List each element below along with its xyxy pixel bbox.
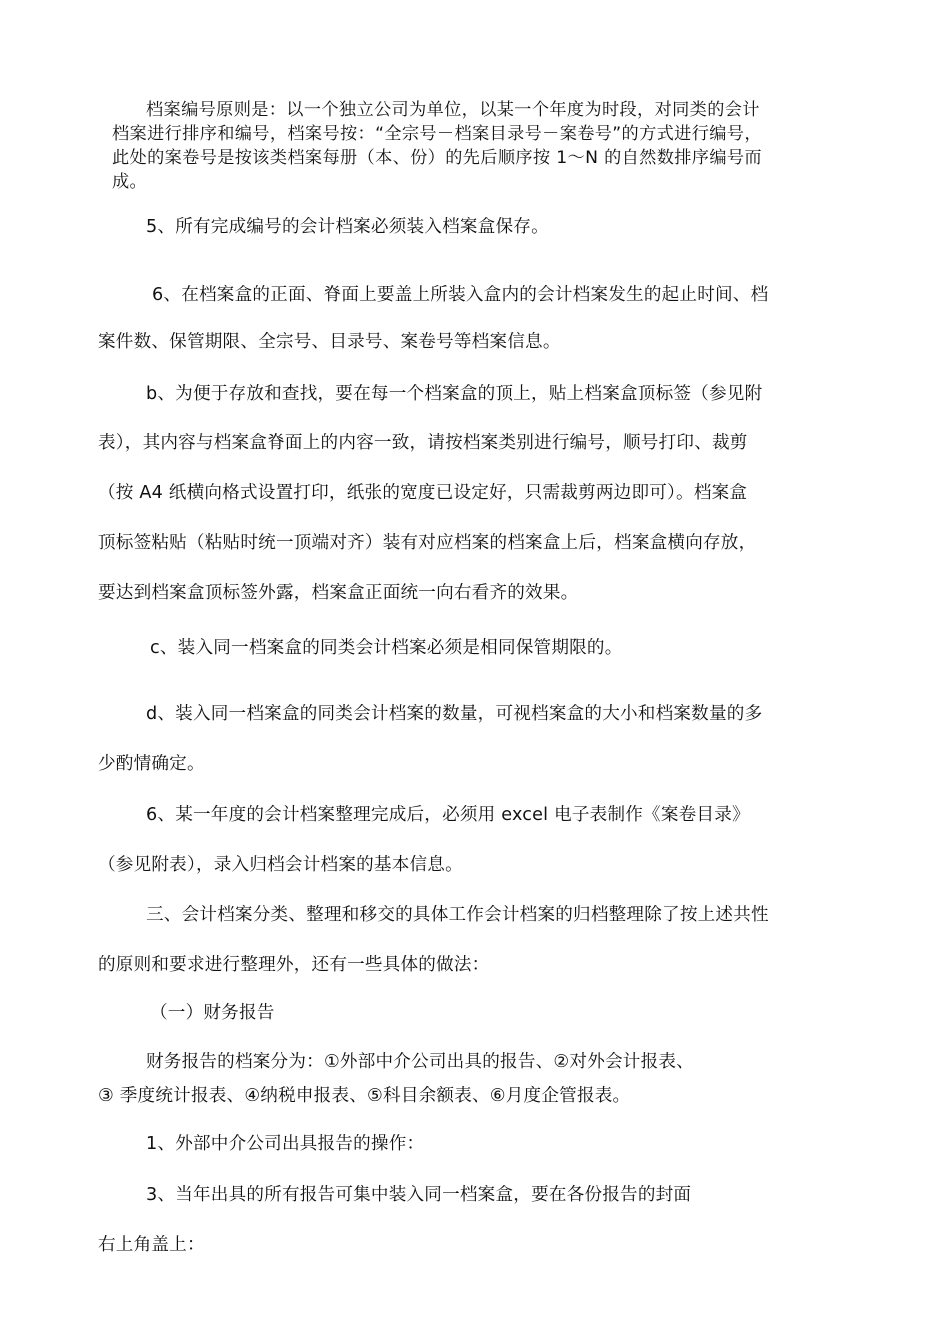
text-line: 表），其内容与档案盒脊面上的内容一致，请按档案类别进行编号，顺号打印、裁剪 xyxy=(98,433,748,453)
text-line: 顶标签粘贴（粘贴时统一顶端对齐）装有对应档案的档案盒上后，档案盒横向存放， xyxy=(98,533,757,553)
text-line: 的原则和要求进行整理外，还有一些具体的做法： xyxy=(98,955,490,975)
text-line: 案件数、保管期限、全宗号、目录号、案卷号等档案信息。 xyxy=(98,332,561,352)
text-line: b、为便于存放和查找，要在每一个档案盒的顶上，贴上档案盒顶标签（参见附 xyxy=(146,384,763,404)
text-line: 1、外部中介公司出具报告的操作： xyxy=(146,1134,425,1154)
text-line: 档案编号原则是：以一个独立公司为单位，以某一个年度为时段，对同类的会计 xyxy=(146,100,760,120)
text-line: 6、某一年度的会计档案整理完成后，必须用 excel 电子表制作《案卷目录》 xyxy=(146,805,750,825)
text-line: 5、所有完成编号的会计档案必须装入档案盒保存。 xyxy=(146,217,549,237)
text-line: 成。 xyxy=(112,172,148,192)
text-line: （按 A4 纸横向格式设置打印，纸张的宽度已设定好，只需裁剪两边即可）。档案盒 xyxy=(98,483,748,503)
section-heading: （一）财务报告 xyxy=(150,1003,275,1023)
text-line: 档案进行排序和编号，档案号按：“全宗号－档案目录号－案卷号”的方式进行编号， xyxy=(112,124,762,144)
text-line: 财务报告的档案分为：①外部中介公司出具的报告、②对外会计报表、 xyxy=(146,1052,694,1072)
text-line: 6、在档案盒的正面、脊面上要盖上所装入盒内的会计档案发生的起止时间、档 xyxy=(152,285,769,305)
text-line: d、装入同一档案盒的同类会计档案的数量，可视档案盒的大小和档案数量的多 xyxy=(146,704,763,724)
text-line: （参见附表），录入归档会计档案的基本信息。 xyxy=(98,855,463,875)
text-line: c、装入同一档案盒的同类会计档案必须是相同保管期限的。 xyxy=(150,638,623,658)
text-line: ③ 季度统计报表、④纳税申报表、⑤科目余额表、⑥月度企管报表。 xyxy=(98,1086,631,1106)
text-line: 右上角盖上： xyxy=(98,1235,205,1255)
text-line: 少酌情确定。 xyxy=(98,754,205,774)
text-line: 此处的案卷号是按该类档案每册（本、份）的先后顺序按 1～N 的自然数排序编号而 xyxy=(112,148,762,168)
text-line: 3、当年出具的所有报告可集中装入同一档案盒，要在各份报告的封面 xyxy=(146,1185,692,1205)
text-line: 要达到档案盒顶标签外露，档案盒正面统一向右看齐的效果。 xyxy=(98,583,579,603)
text-line: 三、会计档案分类、整理和移交的具体工作会计档案的归档整理除了按上述共性 xyxy=(146,905,769,925)
